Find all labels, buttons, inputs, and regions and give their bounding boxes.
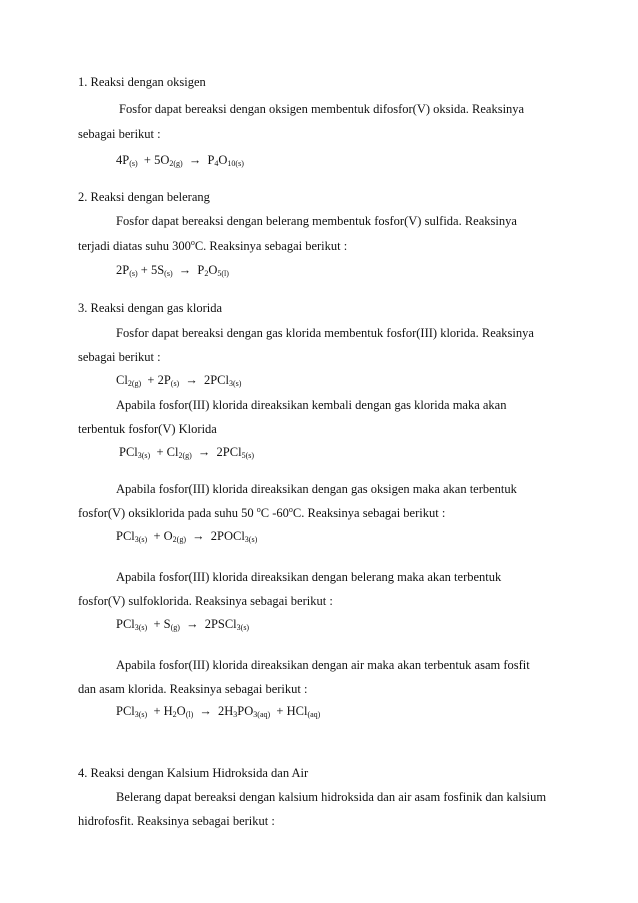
section-3-text-line-1: Fosfor dapat bereaksi dengan gas klorida membentuk fosfor(III) klorida. Reaksinya (116, 326, 534, 340)
section-2-text-line-1: Fosfor dapat bereaksi dengan belerang membentuk fosfor(V) sulfida. Reaksinya (116, 214, 517, 228)
eq-sub: 3(s) (244, 535, 258, 544)
reaction-arrow-icon: → (186, 617, 199, 631)
section-3-text-line-5: Apabila fosfor(III) klorida direaksikan dengan gas oksigen maka akan terbentuk (116, 482, 517, 496)
eq-term: PCl (116, 529, 135, 543)
eq-term: + H (153, 704, 173, 718)
degree-sup: o (288, 505, 293, 514)
eq-sub: 3(s) (134, 535, 148, 544)
eq-term: O (218, 153, 228, 167)
text: fosfor(V) oksiklorida pada suhu 50 (78, 506, 257, 520)
reaction-arrow-icon: → (192, 529, 205, 543)
section-3-title: 3. Reaksi dengan gas klorida (78, 301, 223, 315)
eq-sub: (g) (170, 623, 180, 632)
eq-sub: 3(s) (134, 710, 148, 719)
eq-term: + S (153, 617, 171, 631)
eq-term: + 5O (143, 153, 170, 167)
section-3-equation-1 (116, 372, 241, 388)
section-1-title: 1. Reaksi dengan oksigen (78, 75, 206, 89)
eq-term: 2PCl (216, 445, 242, 459)
eq-sub: 5(s) (241, 451, 255, 460)
text: terjadi diatas suhu 300 (78, 239, 191, 253)
section-4-text-line-1: Belerang dapat bereaksi dengan kalsium hidroksida dan air asam fosfinik dan kalsium (116, 790, 547, 804)
eq-sub: (s) (129, 269, 138, 278)
degree-sup: o (256, 505, 261, 514)
eq-term: PCl (116, 617, 135, 631)
section-1-text-line-1: Fosfor dapat bereaksi dengan oksigen membentuk difosfor(V) oksida. Reaksinya (119, 102, 525, 116)
eq-sub: 5(l) (217, 269, 229, 278)
section-3-text-line-2: sebagai berikut : (78, 350, 161, 364)
degree-sup: o (190, 238, 195, 247)
eq-term: P (207, 153, 215, 167)
section-3-text-line-4: terbentuk fosfor(V) Klorida (78, 422, 217, 436)
section-1-text-line-2: sebagai berikut : (78, 127, 161, 141)
eq-sub: 2(g) (172, 535, 186, 544)
section-3-equation-2 (119, 444, 254, 460)
eq-term: + Cl (156, 445, 179, 459)
eq-term: P (197, 263, 205, 277)
eq-sub: 2(g) (127, 379, 142, 388)
section-2-title: 2. Reaksi dengan belerang (78, 190, 210, 204)
reaction-arrow-icon: → (188, 153, 202, 167)
eq-term: + HCl (276, 704, 308, 718)
reaction-arrow-icon: → (199, 704, 212, 718)
eq-term: PCl (119, 445, 138, 459)
reaction-arrow-icon: → (185, 373, 198, 387)
eq-sub: 3(aq) (253, 710, 271, 719)
eq-term: 2P (116, 263, 130, 277)
eq-sub: 10(s) (227, 159, 244, 168)
text: C. Reaksinya sebagai berikut : (194, 239, 348, 253)
section-4-text-line-2: hidrofosfit. Reaksinya sebagai berikut : (78, 814, 275, 828)
eq-sub: 4 (214, 159, 219, 168)
eq-sub: 2(g) (169, 159, 183, 168)
section-3-text-line-8: fosfor(V) sulfoklorida. Reaksinya sebagai berikut : (78, 594, 333, 608)
reaction-arrow-icon: → (178, 263, 192, 277)
eq-term: + O (153, 529, 173, 543)
eq-sub: (s) (129, 159, 138, 168)
eq-sub: 3(s) (229, 379, 242, 388)
eq-sub: 3(s) (137, 451, 151, 460)
eq-term: 2POCl (210, 529, 245, 543)
eq-term: O (176, 704, 186, 718)
eq-sub: (l) (185, 710, 194, 719)
section-3-equation-3 (116, 528, 257, 544)
eq-sub: 2(g) (178, 451, 192, 460)
eq-sub: 3(s) (134, 623, 148, 632)
section-3-equation-5 (116, 703, 320, 719)
section-2-text-line-2 (78, 238, 347, 254)
eq-sub: (s) (170, 379, 180, 388)
eq-sub: (s) (164, 269, 173, 278)
eq-sub: 3 (233, 710, 238, 719)
section-3-text-line-7: Apabila fosfor(III) klorida direaksikan dengan belerang maka akan terbentuk (116, 570, 502, 584)
eq-sub: 3(s) (236, 623, 250, 632)
eq-term: O (208, 263, 218, 277)
eq-sub: 2 (172, 710, 177, 719)
eq-sub: (aq) (307, 710, 321, 719)
eq-term: Cl (116, 373, 128, 387)
text: C. Reaksinya sebagai berikut : (292, 506, 446, 520)
eq-term: 2PCl (203, 373, 229, 387)
eq-term: 2H (218, 704, 234, 718)
eq-term: 2PSCl (204, 617, 237, 631)
eq-term: PO (237, 704, 254, 718)
section-3-text-line-3: Apabila fosfor(III) klorida direaksikan kembali dengan gas klorida maka akan (116, 398, 507, 412)
eq-sub: 2 (204, 269, 209, 278)
section-4-title: 4. Reaksi dengan Kalsium Hidroksida dan Air (78, 766, 309, 780)
section-2-equation (116, 262, 229, 278)
section-1-equation (116, 152, 244, 168)
section-3-text-line-6 (78, 505, 445, 521)
reaction-arrow-icon: → (197, 445, 211, 459)
eq-term: + 5S (137, 263, 165, 277)
eq-term: + 2P (147, 373, 171, 387)
section-3-text-line-10: dan asam klorida. Reaksinya sebagai berikut : (78, 682, 308, 696)
eq-term: PCl (116, 704, 135, 718)
text: C -60 (260, 506, 289, 520)
eq-term: 4P (116, 153, 130, 167)
section-3-equation-4 (116, 616, 249, 632)
section-3-text-line-9: Apabila fosfor(III) klorida direaksikan dengan air maka akan terbentuk asam fosfit (116, 658, 530, 672)
